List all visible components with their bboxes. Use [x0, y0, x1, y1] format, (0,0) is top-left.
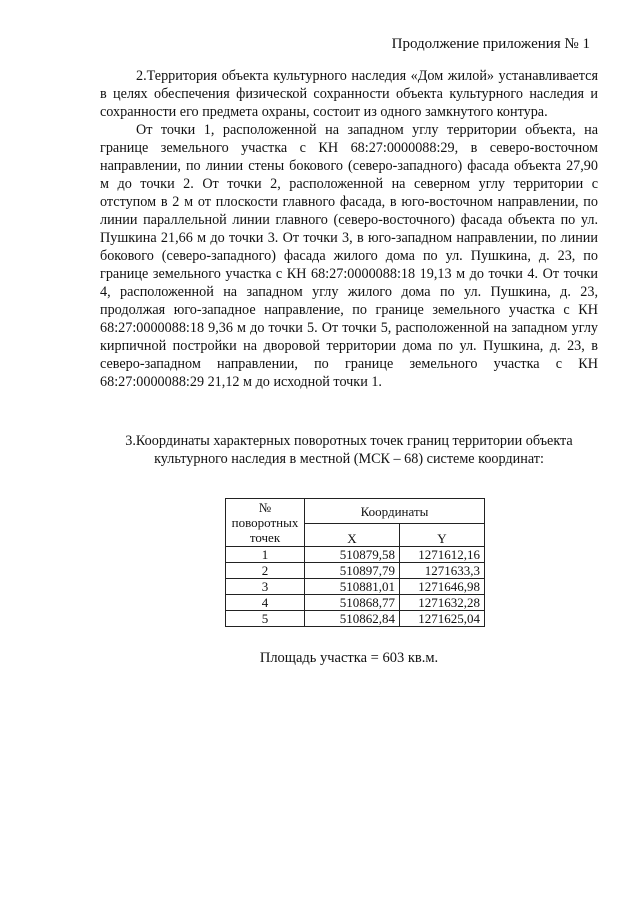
- cell-point: 4: [226, 595, 305, 611]
- header-y: Y: [400, 524, 485, 547]
- cell-point: 2: [226, 563, 305, 579]
- cell-x: 510897,79: [305, 563, 400, 579]
- cell-point: 1: [226, 547, 305, 563]
- cell-y: 1271625,04: [400, 611, 485, 627]
- header-coordinates: Координаты: [305, 499, 485, 524]
- cell-y: 1271633,3: [400, 563, 485, 579]
- cell-x: 510862,84: [305, 611, 400, 627]
- cell-y: 1271646,98: [400, 579, 485, 595]
- header-x: X: [305, 524, 400, 547]
- cell-y: 1271612,16: [400, 547, 485, 563]
- table-header-row: [226, 499, 485, 524]
- coordinates-table: [225, 498, 485, 627]
- page-header: Продолжение приложения № 1: [391, 36, 590, 52]
- territory-description: [100, 67, 598, 391]
- table-row: [226, 595, 485, 611]
- cell-x: 510881,01: [305, 579, 400, 595]
- territory-intro-paragraph: 2.Территория объекта культурного наследия «Дом жилой» устанавливается в целях обеспечения физической сохранности объекта культурного наследия и сохранности его предмета охраны, состоит из одного замкнутого контура.: [100, 68, 598, 120]
- table-row: [226, 563, 485, 579]
- cell-x: 510879,58: [305, 547, 400, 563]
- table-row: [226, 579, 485, 595]
- cell-point: 3: [226, 579, 305, 595]
- cell-x: 510868,77: [305, 595, 400, 611]
- header-point-number: № поворотных точек: [226, 499, 305, 547]
- territory-boundary-paragraph: От точки 1, расположенной на западном углу территории объекта, на границе земельного участка с КН 68:27:0000088:29, в северо-восточном направлении, по линии стены бокового (северо-западного) фасада объекта 27,90 м до точки 2. От точки 2, расположенной на северном углу территории с отступом в 2 м от плоскости главного фасада, в юго-восточном направлении, по линии параллельной линии главного (северо-восточного) фасада объекта по ул. Пушкина 21,66 м до точки 3. От точки 3, в юго-западном направлении, по линии бокового (северо-западного) фасада жилого дома по ул. Пушкина, д. 23, по границе земельного участка с КН 68:27:0000088:18 19,13 м до точки 4. От точки 4, расположенной на западном углу жилого дома по ул. Пушкина, д. 23, продолжая юго-западное направление, по границе земельного участка с КН 68:27:0000088:18 9,36 м до точки 5. От точки 5, расположенной на западном углу кирпичной постройки на дворовой территории дома по ул. Пушкина, д. 23, в северо-западном направлении, по границе земельного участка с КН 68:27:0000088:29 21,12 м до исходной точки 1.: [100, 122, 598, 390]
- plot-area: Площадь участка = 603 кв.м.: [259, 650, 439, 666]
- table-row: [226, 611, 485, 627]
- cell-y: 1271632,28: [400, 595, 485, 611]
- coordinates-section-title: 3.Координаты характерных поворотных точек границ территории объекта культурного наследия в местной (МСК – 68) системе координат:: [125, 433, 573, 467]
- table-row: [226, 547, 485, 563]
- cell-point: 5: [226, 611, 305, 627]
